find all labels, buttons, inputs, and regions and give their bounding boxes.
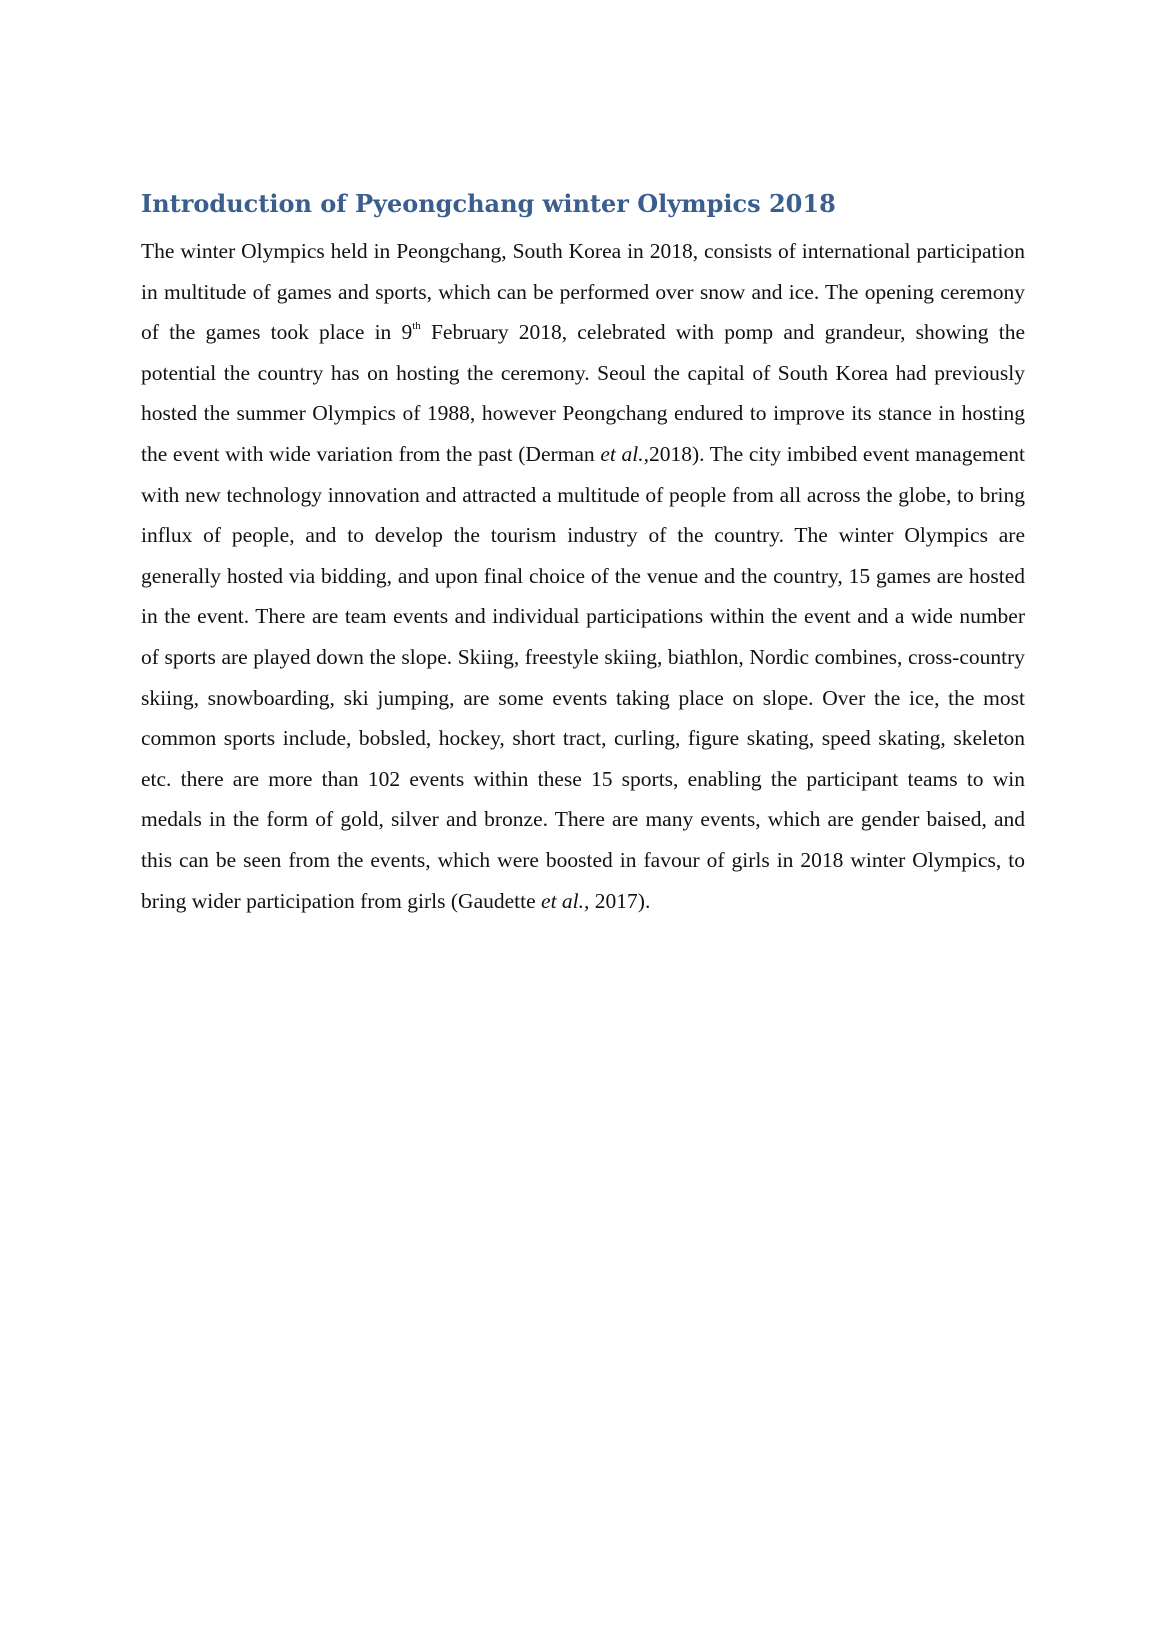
citation-et-al-derman: et al.,: [600, 441, 649, 466]
document-content: [141, 186, 1025, 921]
citation-et-al-gaudette: et al.,: [541, 888, 590, 913]
body-paragraph: [141, 231, 1025, 921]
ordinal-superscript: th: [412, 320, 421, 333]
section-heading: Introduction of Pyeongchang winter Olympics 2018: [141, 189, 836, 218]
paragraph-text-part-4: 2017).: [589, 888, 651, 913]
paragraph-text-part-3: 2018). The city imbibed event management with new technology innovation and attracted a multitude of people from all across the globe, to bring influx of people, and to develop the tourism industry of the country. The winter Olympics are generally hosted via bidding, and upon final choice of the venue and the country, 15 games are hosted in the event. There are team events and individual participations within the event and a wide number of sports are played down the slope. Skiing, freestyle skiing, biathlon, Nordic combines, cross-country skiing, snowboarding, ski jumping, are some events taking place on slope. Over the ice, the most common sports include, bobsled, hockey, short tract, curling, figure skating, speed skating, skeleton etc. there are more than 102 events within these 15 sports, enabling the participant teams to win medals in the form of gold, silver and bronze. There are many events, which are gender baised, and this can be seen from the events, which were boosted in favour of girls in 2018 winter Olympics, to bring wider participation from girls (Gaudette: [141, 441, 1025, 913]
paragraph-text-part-1: The winter Olympics held in Peongchang, South Korea in 2018, consists of international participation in multitude of games and sports, which can be performed over snow and ice. The opening ceremony of the games took place in 9: [141, 239, 1025, 345]
paragraph-text-part-2: February 2018, celebrated with pomp and grandeur, showing the potential the country has on hosting the ceremony. Seoul the capital of South Korea had previously hosted the summer Olympics of 1988, however Peongchang endured to improve its stance in hosting the event with wide variation from the past (Derman: [141, 320, 1025, 466]
